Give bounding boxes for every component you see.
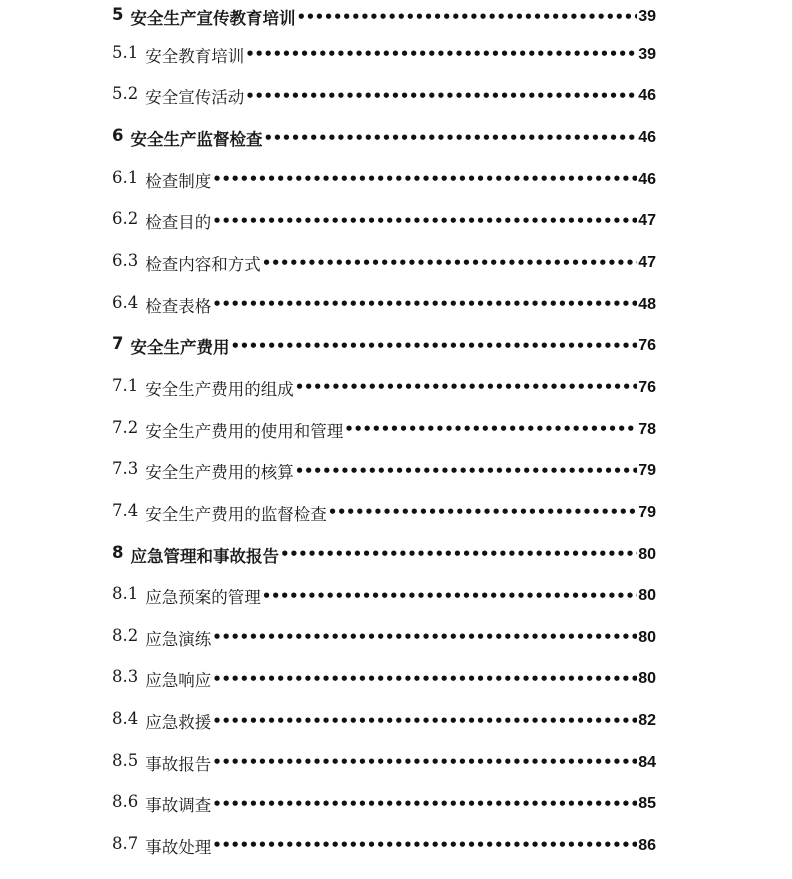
toc-page-number: 39 bbox=[638, 45, 656, 63]
toc-entry-label bbox=[112, 84, 244, 108]
toc-entry-6[interactable] bbox=[112, 117, 656, 159]
toc-entry-title: 应急救援 bbox=[145, 713, 212, 733]
toc-entry-label bbox=[112, 209, 211, 233]
toc-entry-title: 安全宣传活动 bbox=[145, 88, 245, 108]
toc-entry-8-6[interactable] bbox=[112, 784, 656, 826]
toc-entry-label bbox=[112, 126, 262, 150]
toc-entry-title: 事故调查 bbox=[145, 796, 212, 816]
toc-dot-leader bbox=[245, 47, 637, 62]
toc-dot-leader bbox=[212, 297, 637, 312]
toc-entry-number: 6.2 bbox=[112, 209, 139, 229]
toc-entry-number: 8.2 bbox=[112, 625, 139, 645]
toc-page-number: 80 bbox=[638, 587, 656, 605]
toc-dot-leader bbox=[212, 630, 637, 645]
toc-entry-label bbox=[112, 459, 294, 483]
toc-entry-title: 安全生产费用的核算 bbox=[145, 463, 294, 483]
toc-entry-title: 检查制度 bbox=[145, 171, 212, 191]
toc-dot-leader bbox=[212, 672, 637, 687]
toc-entry-7-2[interactable] bbox=[112, 409, 656, 451]
toc-entry-title: 检查目的 bbox=[145, 213, 212, 233]
table-of-contents bbox=[112, 0, 656, 867]
toc-entry-7[interactable] bbox=[112, 325, 656, 367]
toc-page-number: 46 bbox=[638, 129, 656, 147]
toc-entry-number: 7.3 bbox=[112, 459, 139, 479]
toc-dot-leader bbox=[212, 214, 637, 229]
toc-entry-7-4[interactable] bbox=[112, 492, 656, 534]
toc-entry-title: 安全生产费用的监督检查 bbox=[145, 504, 327, 524]
toc-dot-leader bbox=[344, 422, 637, 437]
toc-entry-label bbox=[112, 501, 327, 525]
toc-entry-number: 8.3 bbox=[112, 667, 139, 687]
toc-entry-title: 应急管理和事故报告 bbox=[130, 546, 279, 566]
toc-entry-label bbox=[112, 626, 211, 650]
toc-entry-number: 8.1 bbox=[112, 584, 139, 604]
toc-entry-number: 8 bbox=[112, 542, 124, 562]
toc-dot-leader bbox=[296, 10, 637, 25]
toc-entry-number: 8.6 bbox=[112, 792, 139, 812]
toc-entry-5[interactable] bbox=[112, 0, 656, 34]
toc-entry-title: 检查内容和方式 bbox=[145, 255, 261, 275]
toc-page-number: 76 bbox=[638, 378, 656, 396]
toc-entry-label bbox=[112, 293, 211, 317]
toc-page-number: 47 bbox=[638, 212, 656, 230]
toc-dot-leader bbox=[328, 505, 637, 520]
toc-entry-title: 应急演练 bbox=[145, 629, 212, 649]
toc-entry-5-2[interactable] bbox=[112, 76, 656, 118]
toc-entry-8-5[interactable] bbox=[112, 742, 656, 784]
toc-entry-label bbox=[112, 667, 211, 691]
toc-entry-label bbox=[112, 334, 229, 358]
toc-page-number: 79 bbox=[638, 503, 656, 521]
toc-page-number: 78 bbox=[638, 420, 656, 438]
toc-entry-label bbox=[112, 376, 294, 400]
toc-entry-title: 检查表格 bbox=[145, 296, 212, 316]
toc-entry-label bbox=[112, 584, 261, 608]
toc-entry-label bbox=[112, 251, 261, 275]
toc-entry-number: 7.4 bbox=[112, 500, 139, 520]
toc-dot-leader bbox=[230, 339, 637, 354]
toc-entry-number: 8.5 bbox=[112, 750, 139, 770]
toc-entry-title: 应急响应 bbox=[145, 671, 212, 691]
toc-entry-number: 6.1 bbox=[112, 167, 139, 187]
toc-entry-number: 5.2 bbox=[112, 84, 139, 104]
toc-entry-8-2[interactable] bbox=[112, 617, 656, 659]
toc-dot-leader bbox=[295, 380, 637, 395]
toc-entry-title: 安全生产费用的组成 bbox=[145, 379, 294, 399]
toc-dot-leader bbox=[245, 89, 637, 104]
toc-entry-title: 事故处理 bbox=[145, 837, 212, 857]
toc-page-number: 80 bbox=[638, 628, 656, 646]
toc-entry-number: 7 bbox=[112, 334, 124, 354]
toc-entry-label bbox=[112, 834, 211, 858]
toc-entry-label bbox=[112, 168, 211, 192]
toc-page-number: 82 bbox=[638, 712, 656, 730]
toc-entry-number: 5.1 bbox=[112, 42, 139, 62]
toc-page-number: 39 bbox=[638, 8, 656, 25]
toc-page-number: 46 bbox=[638, 170, 656, 188]
toc-entry-7-3[interactable] bbox=[112, 450, 656, 492]
toc-entry-title: 安全生产费用 bbox=[130, 338, 230, 358]
toc-entry-title: 安全生产监督检查 bbox=[130, 130, 263, 150]
toc-entry-label bbox=[112, 792, 211, 816]
toc-page-number: 85 bbox=[638, 795, 656, 813]
toc-entry-number: 8.7 bbox=[112, 833, 139, 853]
toc-page-number: 84 bbox=[638, 753, 656, 771]
toc-page-number: 79 bbox=[638, 462, 656, 480]
toc-entry-number: 7.2 bbox=[112, 417, 139, 437]
toc-entry-number: 6.3 bbox=[112, 251, 139, 271]
toc-page-number: 47 bbox=[638, 254, 656, 272]
toc-dot-leader bbox=[212, 714, 637, 729]
toc-dot-leader bbox=[212, 172, 637, 187]
toc-entry-8-3[interactable] bbox=[112, 659, 656, 701]
toc-page-number: 76 bbox=[638, 337, 656, 355]
toc-entry-label bbox=[112, 5, 295, 29]
toc-entry-8-4[interactable] bbox=[112, 700, 656, 742]
toc-entry-title: 安全生产费用的使用和管理 bbox=[145, 421, 344, 441]
toc-entry-number: 7.1 bbox=[112, 375, 139, 395]
toc-entry-6-3[interactable] bbox=[112, 242, 656, 284]
toc-dot-leader bbox=[262, 256, 637, 271]
toc-dot-leader bbox=[295, 464, 637, 479]
toc-dot-leader bbox=[280, 547, 637, 562]
toc-entry-6-2[interactable] bbox=[112, 201, 656, 243]
toc-page-number: 80 bbox=[638, 670, 656, 688]
toc-dot-leader bbox=[212, 755, 637, 770]
toc-entry-number: 5 bbox=[112, 5, 124, 24]
toc-entry-label bbox=[112, 751, 211, 775]
toc-page-number: 80 bbox=[638, 545, 656, 563]
toc-entry-number: 8.4 bbox=[112, 709, 139, 729]
toc-entry-title: 事故报告 bbox=[145, 754, 212, 774]
toc-entry-8-7[interactable] bbox=[112, 825, 656, 867]
toc-entry-title: 安全生产宣传教育培训 bbox=[130, 9, 296, 28]
toc-entry-7-1[interactable] bbox=[112, 367, 656, 409]
toc-entry-8-1[interactable] bbox=[112, 575, 656, 617]
toc-page-number: 48 bbox=[638, 295, 656, 313]
toc-entry-number: 6 bbox=[112, 126, 124, 146]
toc-dot-leader bbox=[212, 838, 637, 853]
toc-entry-number: 6.4 bbox=[112, 292, 139, 312]
toc-entry-title: 应急预案的管理 bbox=[145, 588, 261, 608]
toc-page-number: 46 bbox=[638, 87, 656, 105]
toc-entry-6-1[interactable] bbox=[112, 159, 656, 201]
toc-entry-label bbox=[112, 43, 244, 67]
toc-entry-6-4[interactable] bbox=[112, 284, 656, 326]
toc-dot-leader bbox=[263, 131, 637, 146]
toc-dot-leader bbox=[262, 589, 637, 604]
toc-entry-label bbox=[112, 543, 279, 567]
toc-entry-8[interactable] bbox=[112, 534, 656, 576]
toc-entry-label bbox=[112, 709, 211, 733]
toc-entry-5-1[interactable] bbox=[112, 34, 656, 76]
toc-dot-leader bbox=[212, 797, 637, 812]
toc-page-number: 86 bbox=[638, 836, 656, 854]
toc-entry-title: 安全教育培训 bbox=[145, 46, 245, 66]
toc-entry-label bbox=[112, 418, 343, 442]
